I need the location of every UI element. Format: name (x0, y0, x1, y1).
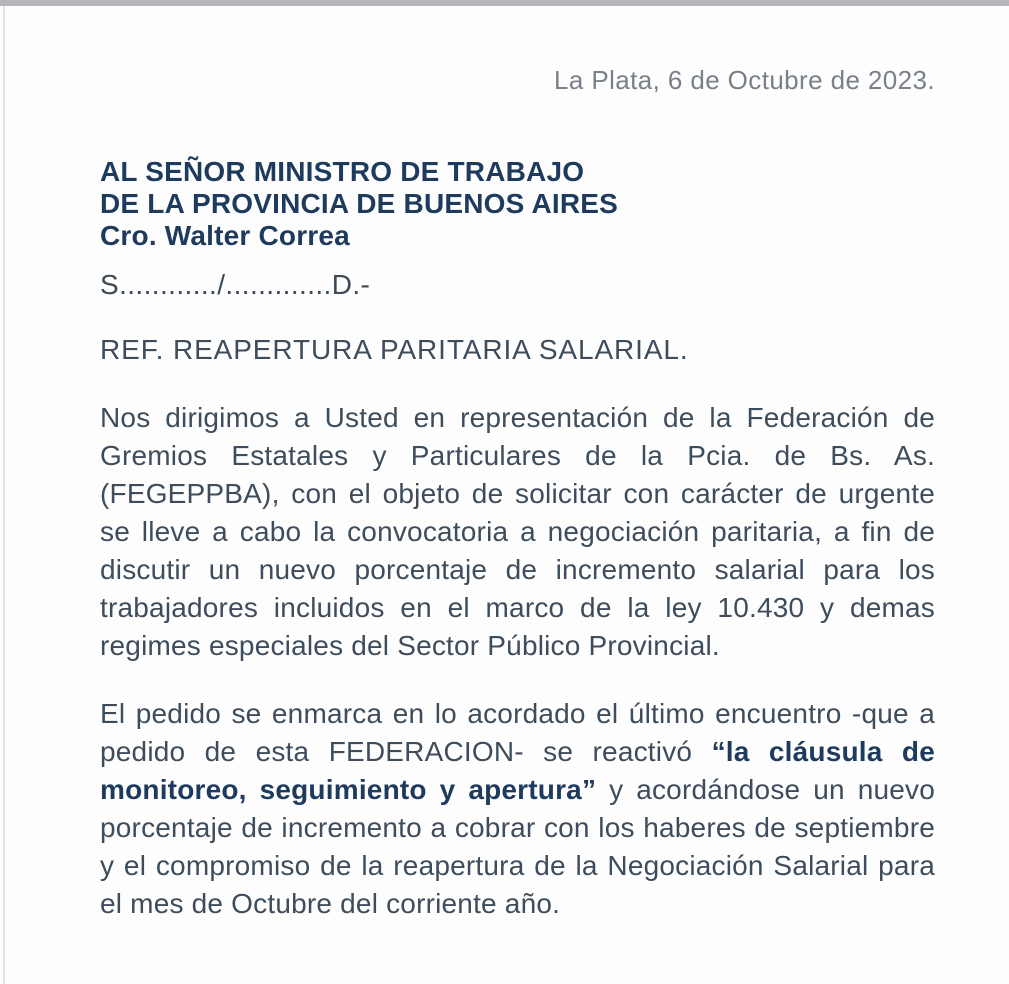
paragraph-2-after-bold: y acordándose un nuevo porcentaje de incremento a cobrar con los haberes de septiembre y el compromiso de la reapertura de la Negociación Salarial para el mes de Octubre del corriente año. (100, 774, 935, 919)
top-edge-strip (0, 0, 1009, 6)
paragraph-2-bold-clause: “la cláusula de monitoreo, seguimiento y apertura” (100, 736, 936, 805)
recipient-line-1: AL SEÑOR MINISTRO DE TRABAJO (100, 156, 585, 187)
letter-content (0, 64, 1009, 984)
reference-line: REF. REAPERTURA PARITARIA SALARIAL. (100, 334, 689, 365)
date-line: La Plata, 6 de Octubre de 2023. (554, 65, 935, 95)
paragraph-1: Nos dirigimos a Usted en representación de la Federación de Gremios Estatales y Particulares de la Pcia. de Bs. As. (FEGEPPBA), con el objeto de solicitar con carácter de urgente se lleve a cabo la convocatoria a negociación paritaria, a fin de discutir un nuevo porcentaje de incremento salarial para los trabajadores incluidos en el marco de la ley 10.430 y demas regimes especiales del Sector Público Provincial. (100, 402, 935, 661)
recipient-line-2: DE LA PROVINCIA DE BUENOS AIRES (100, 188, 619, 219)
salutation-line: S............/.............D.- (100, 269, 371, 300)
paragraph-2-before-bold: El pedido se enmarca en lo acordado el último encuentro -que a pedido de esta FEDERACION- se reactivó (100, 698, 935, 767)
recipient-line-3: Cro. Walter Correa (100, 220, 350, 251)
paragraph-2 (100, 695, 935, 923)
recipient-block (100, 156, 935, 252)
